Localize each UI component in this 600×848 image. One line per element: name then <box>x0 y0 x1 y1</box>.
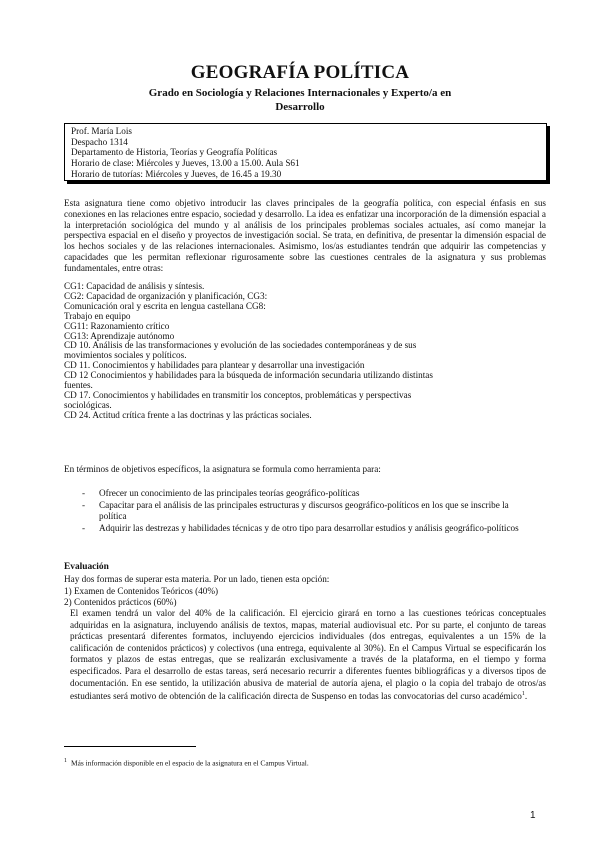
footnote-reference[interactable]: 1 <box>521 691 525 698</box>
objective-item <box>64 500 524 523</box>
evaluation-line: 2) Contenidos prácticos (60%) <box>64 597 177 608</box>
course-info-box <box>64 123 547 181</box>
objective-text: Capacitar para el análisis de las principales estructuras y discursos geográfico-políticos en los que se inscribe la política <box>99 499 509 521</box>
objective-text: Ofrecer un conocimiento de las principales teorías geográfico-políticas <box>99 488 360 498</box>
intro-paragraph <box>64 198 546 274</box>
competency-line: movimientos sociales y políticos. <box>64 350 187 361</box>
intro-text: Esta asignatura tiene como objetivo introducir las claves principales de la geografía política, con especial énfasis en sus conexiones en las relaciones entre espacio, sociedad y desarrollo. La idea es enfatizar una incorporación de la dimensión espacial a la interpretación sociológica del mundo y al análisis de los principales problemas sociales actuales, así como manejar la perspectiva espacial en el diseño y proyectos de investigación social. Se trata, en definitiva, de presentar la dimensión espacial de los hechos sociales y de las relaciones internacionales. Asimismo, los/as estudiantes tendrán que adquirir las competencias y capacidades que les permitan reflexionar rigurosamente sobre las cuestiones centrales de la asignatura y sus problemas fundamentales, entre otras: <box>64 198 546 273</box>
evaluation-heading: Evaluación <box>64 562 109 572</box>
competency-line: CG2: Capacidad de organización y planificación, CG3: <box>64 290 268 301</box>
professor-line: Prof. María Lois <box>71 126 132 136</box>
competency-line: CD 17. Conocimientos y habilidades en transmitir los conceptos, problemáticas y perspectivas <box>64 389 412 400</box>
evaluation-options <box>64 574 329 609</box>
competencies-list <box>64 282 464 421</box>
page-title: GEOGRAFÍA POLÍTICA <box>190 62 410 83</box>
competency-line: CD 10. Análisis de las transformaciones y evolución de las sociedades contemporáneas y de sus <box>64 340 417 351</box>
objectives-list <box>64 488 524 534</box>
competency-line: fuentes. <box>64 380 93 391</box>
footnote-divider <box>64 746 196 747</box>
evaluation-line: Hay dos formas de superar esta materia. Por un lado, tienen esta opción: <box>64 574 330 584</box>
competency-line: sociológicas. <box>64 399 112 410</box>
class-schedule-line: Horario de clase: Miércoles y Jueves, 13.00 a 15.00. Aula S61 <box>71 158 300 169</box>
dash-bullet-icon: - <box>82 499 86 510</box>
competency-line: CG1: Capacidad de análisis y síntesis. <box>64 281 205 291</box>
footnote-marker: 1 <box>64 758 67 764</box>
competency-line: Trabajo en equipo <box>64 310 131 321</box>
competency-line: CD 12 Conocimientos y habilidades para la búsqueda de información secundaria utilizando distintas <box>64 370 433 381</box>
tutoring-schedule-line: Horario de tutorías: Miércoles y Jueves, de 16.45 a 19.30 <box>71 168 282 179</box>
department-line: Departamento de Historia, Teorías y Geografía Políticas <box>71 147 278 158</box>
competency-line: CG11: Razonamiento crítico <box>64 320 170 331</box>
dash-bullet-icon: - <box>82 522 86 533</box>
competency-line: CD 24. Actitud crítica frente a las doctrinas y las prácticas sociales. <box>64 409 312 420</box>
evaluation-text: El examen tendrá un valor del 40% de la calificación. El ejercicio girará en torno a las cuestiones teóricas conceptuales adquiridas en la asignatura, incluyendo análisis de textos, mapas, material audiovisual etc. Por su parte, el conjunto de tareas prácticas presentará diferentes formatos, incluyendo ejercicios individuales (dos entregas, equivalentes a un 15% de la calificación de contenidos prácticos) y colectivos (una entrega, equivalente al 30%). En el Campus Virtual se especificarán los formatos y plazos de estas entregas, que se realizarán exclusivamente a través de la plataforma, en el tiempo y forma especificados. Para el desarrollo de estas tareas, será necesario recurrir a diferentes fuentes bibliográficas y a diversos tipos de documentación. En ese sentido, la utilización abusiva de material de autoría ajena, el plagio o la copia del trabajo de otros/as estudiantes será motivo de obtención de la calificación directa de Suspenso en todas las convocatorias del curso académico <box>70 608 546 702</box>
page-subtitle: Grado en Sociología y Relaciones Internacionales y Experto/a en Desarrollo <box>148 87 452 113</box>
footnote <box>64 758 309 767</box>
objectives-intro: En términos de objetivos específicos, la asignatura se formula como herramienta para: <box>64 464 381 474</box>
page-number: 1 <box>530 810 536 821</box>
competency-line: CD 11. Conocimientos y habilidades para plantear y desarrollar una investigación <box>64 360 365 371</box>
office-line: Despacho 1314 <box>71 136 128 147</box>
dash-bullet-icon: - <box>82 488 86 498</box>
objective-text: Adquirir las destrezas y habilidades técnicas y de otro tipo para desarrollar estudios y análisis geográfico-políticos <box>99 522 519 533</box>
objective-item <box>64 523 524 535</box>
competency-line: Comunicación oral y escrita en lengua castellana CG8: <box>64 300 266 311</box>
evaluation-paragraph: El examen tendrá un valor del 40% de la calificación. El ejercicio girará en torno a las cuestiones teóricas conceptuales adquiridas en la asignatura, incluyendo análisis de textos, mapas, material audiovisual etc. Por su parte, el conjunto de tareas prácticas presentará diferentes formatos, incluyendo ejercicios individuales (dos entregas, equivalentes a un 15% de la calificación de contenidos prácticos) y colectivos (una entrega, equivalente al 30%). En el Campus Virtual se especificarán los formatos y plazos de estas entregas, que se realizarán exclusivamente a través de la plataforma, en el tiempo y forma especificados. Para el desarrollo de estas tareas, será necesario recurrir a diferentes fuentes bibliográficas y a diversos tipos de documentación. En ese sentido, la utilización abusiva de material de autoría ajena, el plagio o la copia del trabajo de otros/as estudiantes será motivo de obtención de la calificación directa de Suspenso en todas las convocatorias del curso académico$^1$. <box>70 608 546 702</box>
objective-item <box>64 488 524 500</box>
footnote-text: Más información disponible en el espacio de la asignatura en el Campus Virtual. <box>71 758 309 768</box>
evaluation-line: 1) Examen de Contenidos Teóricos (40%) <box>64 585 219 596</box>
competency-line: CG13: Aprendizaje autónomo <box>64 330 175 341</box>
